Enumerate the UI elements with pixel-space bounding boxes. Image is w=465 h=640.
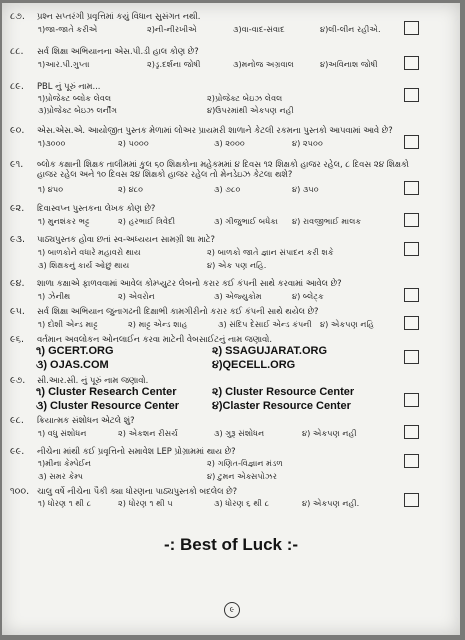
option-1: ૧) ધોરણ ૧ થી ૮ (38, 498, 92, 508)
option-3: ૩)પ્રોજેક્ટ બેઇઝ લર્નીંગ (38, 105, 118, 115)
option-4: ૪) રાવજીભાઈ માલક (292, 216, 362, 226)
option-1: ૧)જા-જાતે કરીએ (38, 24, 98, 34)
option-3: ૩) ગુરૂ સંશોધન (214, 428, 265, 438)
option-1: ૧) Cluster Research Center (36, 386, 177, 398)
answer-box[interactable] (404, 135, 419, 149)
question-number: ૯૩. (10, 234, 25, 245)
question-number: ૯૯. (10, 446, 25, 457)
question-number: ૧૦૦. (10, 486, 30, 497)
option-4: ૪) બ્લેટ્ક (292, 291, 324, 301)
option-4: ૪)લી-લીન રહીએ. (320, 24, 381, 34)
option-2: ૨) બાળકો જાતે જ્ઞાન સંપાદન કરી શકે (207, 247, 334, 257)
question-number: ૯૬. (10, 334, 24, 345)
question-number: ૯૧. (10, 159, 24, 170)
option-1: ૧) દોશી એન્ડ માટ્ટ (38, 319, 98, 329)
question-text: સર્વ શિક્ષા અભિયાનના એસ.પી.ડી હાલ કોણ છે? (37, 46, 199, 56)
question-number: ૮૭. (10, 11, 25, 22)
question-text: વર્તમાન અવલોકન ઓનલાઈન કરવા માટેની વેબસાઈટનું નામ જણાવો. (37, 334, 273, 344)
option-3: ૩) ૭૮૦ (214, 184, 241, 194)
answer-box[interactable] (404, 213, 419, 227)
question-text: શાળા કક્ષાએ ફાળવવામાં આવેલ કોમ્પ્યુટર લેબનો કરાર કઈ કંપની સાથે કરવામાં આવેલ છે? (37, 278, 342, 288)
option-3: ૩) શિક્ષકનું કાર્ય ઓછું થાય (38, 260, 130, 270)
option-1: ૧) વધુ સંશોધન (38, 428, 87, 438)
answer-box[interactable] (404, 425, 419, 439)
option-3: ૩) સમર કેમ્પ (38, 471, 84, 481)
question-text: પાઠ્યપુસ્તક હોવા છતાં સ્વ-અધ્યયન સામગ્રી શા માટે? (37, 234, 215, 244)
question-text: સર્વ શિક્ષા અભિયાન જુનાગઢની દિક્ષાભી કામગીરીનો કરાર કઈ કંપની સાથે થયેલ છે? (37, 306, 319, 316)
option-2: ૨)ડૃ.દર્શના જોષી (147, 59, 201, 69)
page-number: ૯ (224, 602, 240, 618)
option-2: ૨) SSAGUJARAT.ORG (212, 345, 328, 357)
option-2: ૨) ગણિત-વિજ્ઞાન મંડળ (207, 458, 283, 468)
answer-box[interactable] (404, 350, 419, 364)
option-2: ૨) ૫૦૦૦ (118, 138, 149, 148)
option-4: ૪) એકપણ નહી (302, 428, 357, 438)
answer-box[interactable] (404, 493, 419, 507)
answer-box[interactable] (404, 316, 419, 330)
question-number: ૯૨. (10, 203, 25, 214)
question-text-line2: હાજર રહેલ અને ૧૦ દિવસ ૨૪ શિક્ષકો હાજર રહેલ તો મેનડેઇઝ કેટલા થશે? (37, 169, 293, 179)
question-text: PBL નું પૂરું નામ... (37, 81, 101, 91)
option-4: ૪) એક પણ નહિ. (207, 260, 267, 270)
question-text: નીચેના માંથી કઈ પ્રવૃત્તિનો સમાવેશ LEP પ્રોગ્રામમાં થાય છે? (37, 446, 236, 456)
option-4: ૪)Claster Resource Center (212, 400, 351, 412)
option-1: ૧)આર.પી.ગુપ્તા (38, 59, 90, 69)
option-4: ૪) ટુમન એક્સપોઝર (207, 471, 277, 481)
answer-box[interactable] (404, 242, 419, 256)
option-3: ૩) ધોરણ ૬ થી ૮ (214, 498, 270, 508)
question-number: ૯૦. (10, 125, 25, 136)
question-text: ક્રિયાત્મક સંશોધન એટલે શું? (37, 415, 135, 425)
option-3: ૩)મનોજ અગ્રવાલ (233, 59, 294, 69)
answer-box[interactable] (404, 288, 419, 302)
answer-box[interactable] (404, 393, 419, 407)
question-text: ચાલુ વર્ષે નીચેના પૈકી ક્યા ધોરણના પાઠ્યપુસ્તકો બદલેલ છે? (37, 486, 238, 496)
option-1: ૧) ૪૫૦ (38, 184, 64, 194)
option-4: ૪)અવિનાશ જોષી (320, 59, 378, 69)
question-text: દિવાસ્વપ્ન પુસ્તકના લેખક કોણ છે? (37, 203, 156, 213)
option-2: ૨)ની-નીરખીએ (147, 24, 197, 34)
answer-box[interactable] (404, 56, 419, 70)
option-2: ૨) એકશન રીસર્ચ (118, 428, 178, 438)
option-1: ૧)૩૦૦૦ (38, 138, 66, 148)
option-3: ૩) OJAS.COM (36, 359, 109, 371)
answer-box[interactable] (404, 21, 419, 35)
option-3: ૩)વા-વાદ-સંવાદ (233, 24, 285, 34)
question-number: ૮૮. (10, 46, 24, 57)
question-number: ૮૯. (10, 81, 24, 92)
option-2: ૨) ધોરણ ૧ થી ૫ (118, 498, 173, 508)
option-2: ૨) Cluster Resource Center (212, 386, 355, 398)
question-number: ૯૮. (10, 415, 24, 426)
option-4: ૪) એકપણ નહી. (302, 498, 360, 508)
option-1: ૧)મીના કેમ્પેઈન (38, 458, 92, 468)
best-of-luck-footer: -: Best of Luck :- (163, 535, 299, 554)
option-1: ૧) બાળકોને વધારે મહાવરો થાય (38, 247, 141, 257)
question-number: ૯૭. (10, 375, 26, 386)
option-2: ૨) હરભાઈ ત્રિવેદી (118, 216, 176, 226)
question-text: પ્રશ્ન સપ્તરંગી પ્રવૃત્તિમાં કયું વિધાન સુસંગત નથી. (37, 11, 201, 21)
option-4: ૪)QECELL.ORG (212, 359, 296, 371)
answer-box[interactable] (404, 181, 419, 195)
question-number: ૯૫. (10, 306, 25, 317)
option-1: ૧) મુનશંકર ભટ્ટ (38, 216, 90, 226)
option-1: ૧) ઝેનીથ (38, 291, 71, 301)
option-2: ૨) એવરોન (118, 291, 155, 301)
option-4: ૪) ૨૫૦૦ (292, 138, 323, 148)
question-text: બ્લોક કક્ષાની શિક્ષક તાલીમમાં કુલ ૬૦ શિક્ષકોના મહેકમમાં ૪ દિવસ ૧૨ શિક્ષકો હાજર રહેલ, ૮ દિવસ ૨૪ શિક્ષકો (37, 159, 409, 169)
question-text: સી.આર.સી. નું પૂરું નામ જણાવો. (37, 375, 149, 385)
option-4: ૪)ઉપરમાંથી એકપણ નહી (207, 105, 294, 115)
option-4: ૪) એકપણ નહિ (320, 319, 375, 329)
question-number: ૯૪. (10, 278, 25, 289)
option-3: ૩) એજ્યુકોમ (214, 291, 262, 301)
answer-box[interactable] (404, 88, 419, 102)
option-4: ૪) ૩૫૦ (292, 184, 319, 194)
option-3: ૩) સંદિપ દેસાઈ એન્ડ કંપની (218, 319, 312, 329)
option-3: ૩) Cluster Resource Center (36, 400, 180, 412)
exam-sheet (2, 3, 460, 635)
answer-box[interactable] (404, 454, 419, 468)
question-text: એસ.એસ.એ. આયોજીત પુસ્તક મેળામાં લોઅર પ્રાયમરી શાળાને કેટલી રકમના પુસ્તકો આપવામાં આવે છે? (37, 125, 393, 135)
option-3: ૩) ૨૦૦૦ (214, 138, 245, 148)
option-2: ૨) માટ્ટ એન્ડ શાહ (128, 319, 188, 329)
option-1: ૧)પ્રોજેક્ટ બ્લોક લેવલ (38, 93, 112, 103)
option-2: ૨)પ્રોજેક્ટ બેઇઝ લેવલ (207, 93, 283, 103)
option-3: ૩) ગીજુભાઈ બધેકા (214, 216, 279, 226)
option-2: ૨) ૪૮૦ (118, 184, 144, 194)
option-1: ૧) GCERT.ORG (36, 345, 114, 357)
